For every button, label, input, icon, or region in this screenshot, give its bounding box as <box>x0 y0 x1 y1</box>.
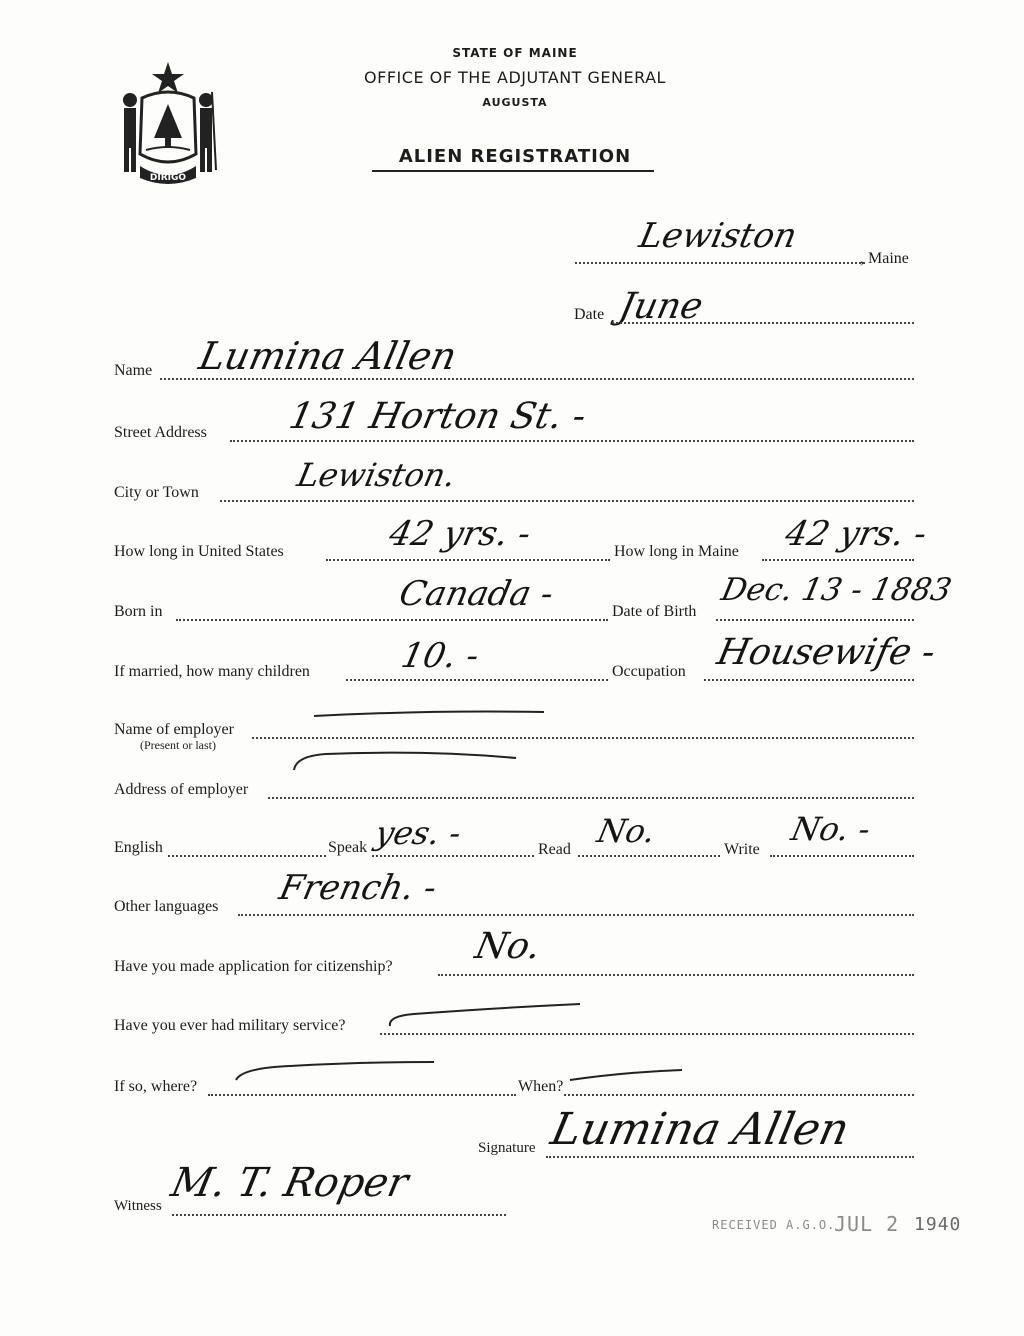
occupation-label: Occupation <box>612 663 686 680</box>
signature-dots <box>546 1156 914 1158</box>
witness-dots <box>172 1214 506 1216</box>
header-office: OFFICE OF THE ADJUTANT GENERAL <box>364 68 666 87</box>
speak-label: Speak <box>328 839 368 856</box>
occupation-dots <box>704 679 914 681</box>
write-value: No. - <box>787 810 874 848</box>
write-dots <box>770 855 914 857</box>
married-children-label: If married, how many children <box>114 663 310 680</box>
title-underline <box>372 170 654 172</box>
where-dots <box>208 1094 516 1096</box>
speak-value: yes. - <box>371 814 465 852</box>
how-long-maine-dots <box>762 559 914 561</box>
city-line-dots <box>575 262 865 264</box>
date-dots <box>612 322 914 324</box>
military-dots <box>380 1033 914 1035</box>
when-dots <box>564 1094 914 1096</box>
write-label: Write <box>724 841 760 858</box>
date-label: Date <box>574 306 605 323</box>
name-dots <box>160 378 914 380</box>
maine-label: , Maine <box>860 250 909 267</box>
seal-motto: DIRIGO <box>149 173 187 183</box>
employer-name-label: Name of employer <box>114 721 234 738</box>
signature-label: Signature <box>478 1140 536 1156</box>
read-label: Read <box>538 841 571 858</box>
date-of-birth-label: Date of Birth <box>612 603 697 620</box>
witness-label: Witness <box>114 1198 162 1214</box>
when-label: When? <box>518 1078 564 1095</box>
city-or-town-label: City or Town <box>114 484 199 501</box>
read-dots <box>578 855 720 857</box>
header-state: STATE OF MAINE <box>452 46 578 60</box>
employer-name-dots <box>252 737 914 739</box>
received-stamp-year: 1940 <box>914 1214 962 1235</box>
military-label: Have you ever had military service? <box>114 1017 346 1034</box>
children-value: 10. - <box>397 636 483 676</box>
born-in-dots <box>176 619 608 621</box>
employer-address-label: Address of employer <box>114 781 249 798</box>
occupation-value: Housewife - <box>713 632 939 673</box>
signature-value: Lumina Allen <box>546 1104 854 1155</box>
name-label: Name <box>114 362 153 379</box>
employer-address-dots <box>268 797 914 799</box>
date-of-birth-dots <box>716 619 914 621</box>
date-value: June <box>615 286 707 327</box>
how-long-us-dots <box>326 559 610 561</box>
street-address-label: Street Address <box>114 424 207 441</box>
page-title: ALIEN REGISTRATION <box>398 146 632 167</box>
how-long-maine-label: How long in Maine <box>614 543 739 560</box>
how-long-maine-value: 42 yrs. - <box>781 514 931 554</box>
citizenship-dots <box>438 974 914 976</box>
date-of-birth-value: Dec. 13 - 1883 <box>718 572 955 608</box>
name-value: Lumina Allen <box>195 334 461 378</box>
other-languages-value: French. - <box>275 868 441 908</box>
read-value: No. <box>593 812 659 850</box>
header-city: AUGUSTA <box>482 96 548 109</box>
english-label: English <box>114 839 163 856</box>
maine-state-seal-icon <box>112 58 224 188</box>
how-long-us-value: 42 yrs. - <box>385 514 535 554</box>
city-or-town-value: Lewiston. <box>293 456 460 494</box>
street-address-dots <box>230 440 914 442</box>
other-languages-label: Other languages <box>114 898 219 915</box>
citizenship-value: No. <box>471 926 545 967</box>
born-in-label: Born in <box>114 603 163 620</box>
street-address-value: 131 Horton St. - <box>285 396 590 437</box>
employer-address-dash <box>286 748 522 774</box>
employer-name-dash <box>310 704 550 724</box>
born-in-value: Canada - <box>395 574 558 614</box>
citizenship-label: Have you made application for citizenship? <box>114 958 393 975</box>
if-so-where-label: If so, where? <box>114 1078 198 1095</box>
english-dots <box>168 855 326 857</box>
how-long-us-label: How long in United States <box>114 543 284 560</box>
city-line-value: Lewiston <box>635 216 801 256</box>
when-dash <box>566 1066 686 1086</box>
children-dots <box>346 679 608 681</box>
received-stamp-date: JUL 2 <box>834 1212 900 1236</box>
military-dash <box>384 1000 584 1030</box>
city-or-town-dots <box>220 500 914 502</box>
where-dash <box>230 1060 440 1084</box>
other-languages-dots <box>238 914 914 916</box>
speak-dots <box>372 855 534 857</box>
received-stamp-text: RECEIVED A.G.O. <box>712 1218 836 1232</box>
witness-value: M. T. Roper <box>167 1160 413 1206</box>
employer-name-note: (Present or last) <box>140 738 216 752</box>
